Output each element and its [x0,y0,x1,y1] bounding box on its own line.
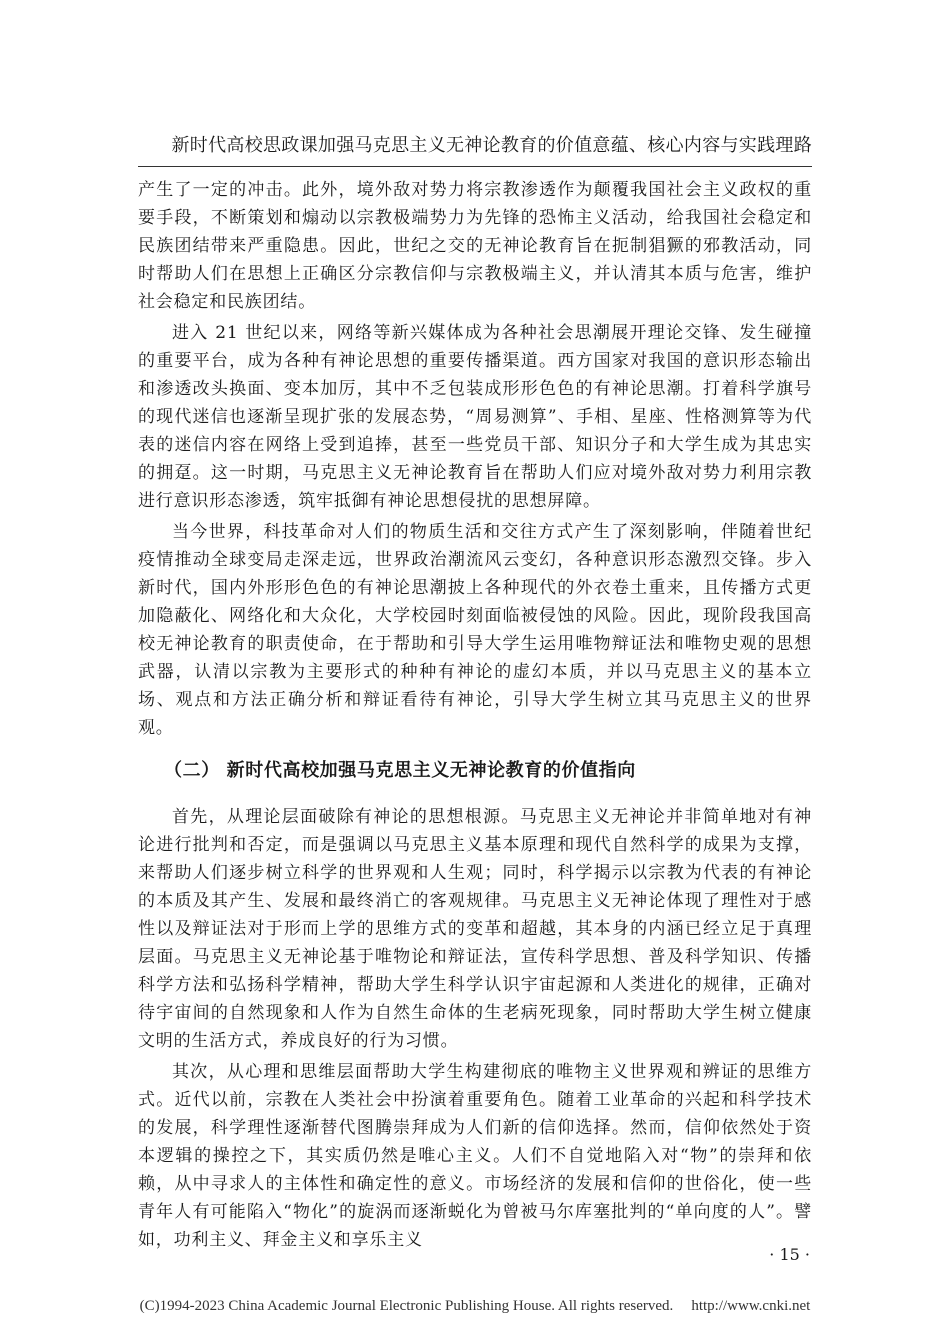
running-title: 新时代高校思政课加强马克思主义无神论教育的价值意蕴、核心内容与实践理路 [171,135,812,156]
paragraph-continued: 产生了一定的冲击。此外，境外敌对势力将宗教渗透作为颠覆我国社会主义政权的重要手段，不断策划和煽动以宗教极端势力为先锋的恐怖主义活动，给我国社会稳定和民族团结带来严重隐患。因此，世纪之交的无神论教育旨在扼制猖獗的邪教活动，同时帮助人们在思想上正确区分宗教信仰与宗教极端主义，并认清其本质与危害，维护社会稳定和民族团结。 [138,180,812,312]
paragraph: 进入 21 世纪以来，网络等新兴媒体成为各种社会思潮展开理论交锋、发生碰撞的重要平台，成为各种有神论思想的重要传播渠道。西方国家对我国的意识形态输出和渗透改头换面、变本加厉，其中不乏包装成形形色色的有神论思潮。打着科学旗号的现代迷信也逐渐呈现扩张的发展态势，“周易测算”、手相、星座、性格测算等为代表的迷信内容在网络上受到追捧，甚至一些党员干部、知识分子和大学生成为其忠实的拥趸。这一时期，马克思主义无神论教育旨在帮助人们应对境外敌对势力利用宗教进行意识形态渗透，筑牢抵御有神论思想侵扰的思想屏障。 [138,323,812,511]
copyright-text: (C)1994-2023 China Academic Journal Electronic Publishing House. All rights reserved. [139,1298,674,1314]
paragraph: 当今世界，科技革命对人们的物质生活和交往方式产生了深刻影响，伴随着世纪疫情推动全球变局走深走远，世界政治潮流风云变幻，各种意识形态激烈交锋。步入新时代，国内外形形色色的有神论思潮披上各种现代的外衣卷土重来，且传播方式更加隐蔽化、网络化和大众化，大学校园时刻面临被侵蚀的风险。因此，现阶段我国高校无神论教育的职责使命，在于帮助和引导大学生运用唯物辩证法和唯物史观的思想武器，认清以宗教为主要形式的种种有神论的虚幻本质，并以马克思主义的基本立场、观点和方法正确分析和辩证看待有神论，引导大学生树立其马克思主义的世界观。 [138,522,812,738]
paragraph: 其次，从心理和思维层面帮助大学生构建彻底的唯物主义世界观和辨证的思维方式。近代以前，宗教在人类社会中扮演着重要角色。随着工业革命的兴起和科学技术的发展，科学理性逐渐替代图腾崇拜成为人们新的信仰选择。然而，信仰依然处于资本逻辑的操控之下，其实质仍然是唯心主义。人们不自觉地陷入对“物”的崇拜和依赖，从中寻求人的主体性和确定性的意义。市场经济的发展和信仰的世俗化，使一些青年人有可能陷入“物化”的旋涡而逐渐蜕化为曾被马尔库塞批判的“单向度的人”。譬如，功利主义、拜金主义和享乐主义 [138,1062,812,1250]
cnki-link[interactable]: http://www.cnki.net [691,1298,811,1314]
article-body [138,176,812,1254]
copyright-footer [0,1296,950,1316]
section-heading: （二） 新时代高校加强马克思主义无神论教育的价值指向 [164,760,636,781]
page-number: · 15 · [769,1245,810,1264]
running-header [138,134,812,167]
paragraph: 首先，从理论层面破除有神论的思想根源。马克思主义无神论并非简单地对有神论进行批判和否定，而是强调以马克思主义基本原理和现代自然科学的成果为支撑，来帮助人们逐步树立科学的世界观和人生观；同时，科学揭示以宗教为代表的有神论的本质及其产生、发展和最终消亡的客观规律。马克思主义无神论体现了理性对于感性以及辩证法对于形而上学的思维方式的变革和超越，其本身的内涵已经立足于真理层面。马克思主义无神论基于唯物论和辩证法，宣传科学思想、普及科学知识、传播科学方法和弘扬科学精神，帮助大学生科学认识宇宙起源和人类进化的规律，正确对待宇宙间的自然现象和人作为自然生命体的生老病死现象，同时帮助大学生树立健康文明的生活方式，养成良好的行为习惯。 [138,807,812,1051]
